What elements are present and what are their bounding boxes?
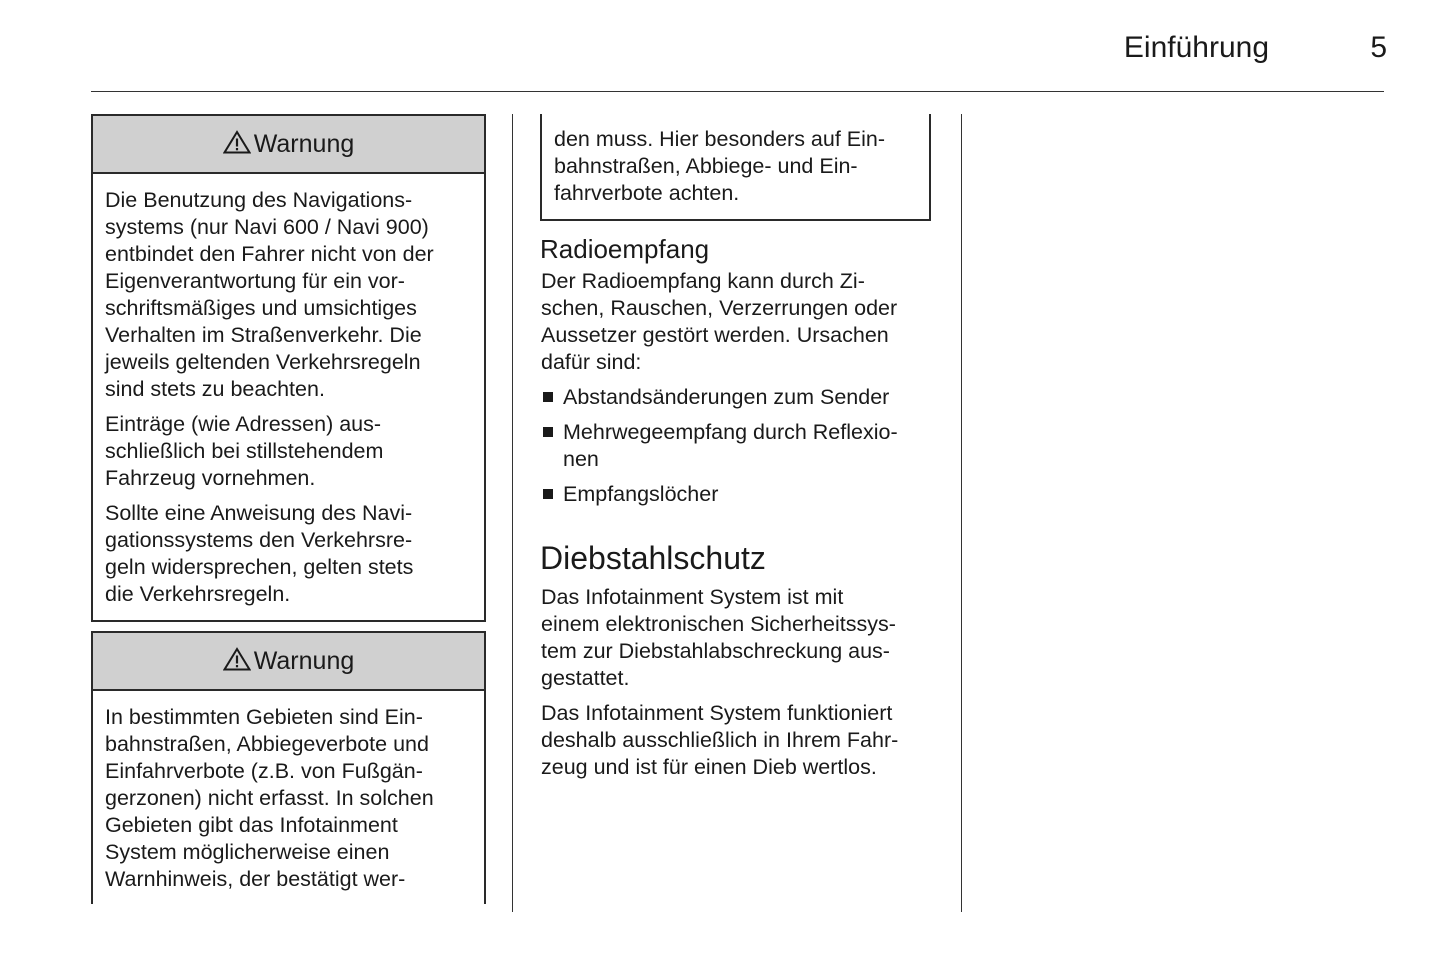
text-line: tem zur Diebstahlabschreckung aus- — [541, 639, 890, 663]
square-bullet-icon — [543, 489, 553, 499]
warning-title: Warnung — [253, 129, 355, 158]
text-line: Das Infotainment System ist mit — [541, 585, 844, 609]
warning-paragraph-1 — [105, 704, 472, 893]
text-line: Abstandsänderungen zum Sender — [563, 385, 890, 409]
text-line: schließlich bei stillstehendem — [105, 439, 384, 463]
text-line: die Verkehrsregeln. — [105, 582, 291, 606]
text-line: geln widersprechen, gelten stets — [105, 555, 414, 579]
warning-triangle-icon — [223, 130, 251, 154]
text-line: Warnhinweis, der bestätigt wer- — [105, 867, 406, 891]
text-line: gestattet. — [541, 666, 630, 690]
text-line: nen — [563, 447, 599, 471]
text-line: einem elektronischen Sicherheitssys- — [541, 612, 896, 636]
theft-protection-heading: Diebstahlschutz — [540, 540, 766, 576]
text-line: systems (nur Navi 600 / Navi 900) — [105, 215, 429, 239]
column-divider-1 — [512, 114, 513, 912]
section-title: Einführung — [1123, 31, 1269, 64]
square-bullet-icon — [543, 427, 553, 437]
warning-box-navigation — [91, 114, 486, 622]
text-line: Der Radioempfang kann durch Zi- — [541, 269, 865, 293]
warning-paragraph-3 — [105, 500, 472, 608]
list-item — [541, 481, 898, 508]
text-line: Fahrzeug vornehmen. — [105, 466, 316, 490]
warning-paragraph-1 — [105, 187, 472, 403]
text-line: gerzonen) nicht erfasst. In solchen — [105, 786, 434, 810]
text-line: deshalb ausschließlich in Ihrem Fahr- — [541, 728, 899, 752]
text-line: gationssystems den Verkehrsre- — [105, 528, 413, 552]
theft-paragraph-1 — [541, 584, 941, 692]
list-item — [541, 384, 898, 411]
text-line: Verhalten im Straßenverkehr. Die — [105, 323, 422, 347]
text-line: Einträge (wie Adressen) aus- — [105, 412, 382, 436]
text-line: Einfahrverbote (z.B. von Fußgän- — [105, 759, 423, 783]
warning-box-restricted-areas — [91, 631, 486, 904]
text-line: dafür sind: — [541, 350, 642, 374]
text-line: Mehrwegeempfang durch Reflexio- — [563, 420, 898, 444]
text-line: Empfangslöcher — [563, 482, 719, 506]
warning-body — [93, 691, 484, 905]
text-line: entbindet den Fahrer nicht von der — [105, 242, 434, 266]
text-line: bahnstraßen, Abbiege- und Ein- — [554, 154, 858, 178]
text-line: System möglicherweise einen — [105, 840, 390, 864]
warning-header — [93, 116, 484, 174]
text-line: schriftsmäßiges und umsichtiges — [105, 296, 417, 320]
text-line: Das Infotainment System funktioniert — [541, 701, 893, 725]
warning-box-continuation — [540, 114, 931, 221]
column-divider-2 — [961, 114, 962, 912]
square-bullet-icon — [543, 392, 553, 402]
text-line: bahnstraßen, Abbiegeverbote und — [105, 732, 429, 756]
page-number: 5 — [1370, 31, 1387, 64]
warning-triangle-icon — [223, 647, 251, 671]
warning-body — [93, 174, 484, 620]
text-line: Gebieten gibt das Infotainment — [105, 813, 398, 837]
warning-title: Warnung — [253, 646, 355, 675]
header-divider — [91, 91, 1384, 92]
text-line: In bestimmten Gebieten sind Ein- — [105, 705, 423, 729]
text-line: jeweils geltenden Verkehrsregeln — [105, 350, 421, 374]
warning-paragraph-2 — [105, 411, 472, 492]
radio-reception-intro — [541, 268, 941, 376]
radio-reception-heading: Radioempfang — [540, 234, 710, 264]
text-line: zeug und ist für einen Dieb wertlos. — [541, 755, 877, 779]
text-line: Aussetzer gestört werden. Ursachen — [541, 323, 889, 347]
warning-header — [93, 633, 484, 691]
text-line: sind stets zu beachten. — [105, 377, 325, 401]
text-line: Sollte eine Anweisung des Navi- — [105, 501, 413, 525]
radio-causes-list — [541, 384, 898, 516]
text-line: Die Benutzung des Navigations- — [105, 188, 413, 212]
text-line: Eigenverantwortung für ein vor- — [105, 269, 405, 293]
list-item — [541, 419, 898, 473]
theft-paragraph-2 — [541, 700, 941, 781]
text-line: den muss. Hier besonders auf Ein- — [554, 127, 886, 151]
text-line: fahrverbote achten. — [554, 181, 740, 205]
text-line: schen, Rauschen, Verzerrungen oder — [541, 296, 898, 320]
